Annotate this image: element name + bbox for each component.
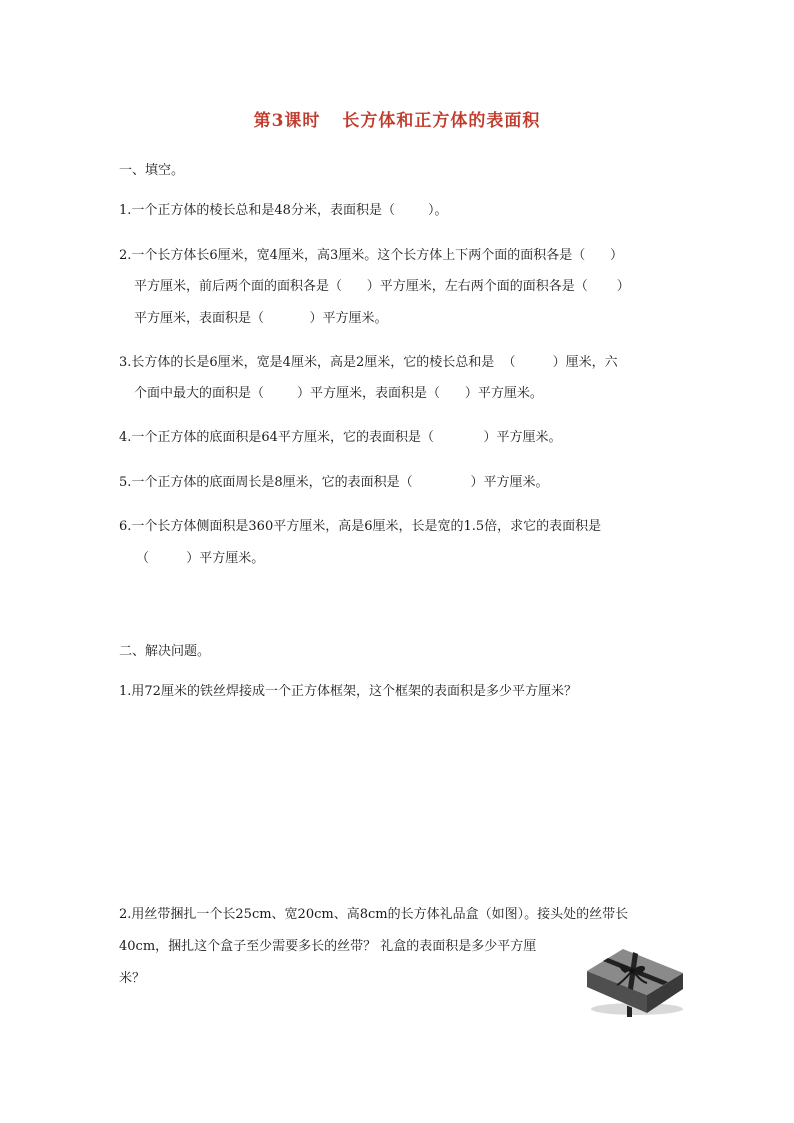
question-5: 5.一个正方体的底面周长是8厘米，它的表面积是（ ）平方厘米。 — [119, 475, 549, 490]
question-6-line-1: 6.一个长方体侧面积是360平方厘米，高是6厘米，长是宽的1.5倍，求它的表面积是 — [119, 519, 602, 534]
lesson-label: 第3课时 — [253, 111, 321, 131]
question-3-line-1: 3.长方体的长是6厘米，宽是4厘米，高是2厘米，它的棱长总和是 （ ）厘米，六 — [119, 355, 618, 370]
section-heading-fill: 一、填空。 — [119, 163, 185, 178]
lesson-topic: 长方体和正方体的表面积 — [342, 111, 541, 131]
question-2-line-2: 平方厘米，前后两个面的面积各是（ ）平方厘米，左右两个面的面积各是（ ） — [134, 279, 630, 294]
problem-2-line-3: 米？ — [119, 971, 146, 986]
problem-2-line-1: 2.用丝带捆扎一个长25cm、宽20cm、高8cm的长方体礼品盒（如图）。接头处的丝带长 — [119, 907, 629, 922]
question-2-line-3: 平方厘米，表面积是（ ）平方厘米。 — [134, 311, 388, 326]
question-6-line-2: （ ）平方厘米。 — [136, 551, 265, 566]
gift-box-icon — [581, 937, 687, 1017]
question-2-line-1: 2.一个长方体长6厘米，宽4厘米，高3厘米。这个长方体上下两个面的面积各是（ ） — [119, 248, 624, 263]
page-title — [0, 106, 794, 131]
problem-2-line-2: 40cm，捆扎这个盒子至少需要多长的丝带？ 礼盒的表面积是多少平方厘 — [119, 939, 537, 954]
problem-1: 1.用72厘米的铁丝焊接成一个正方体框架，这个框架的表面积是多少平方厘米？ — [119, 684, 577, 699]
question-4: 4.一个正方体的底面积是64平方厘米，它的表面积是（ ）平方厘米。 — [119, 430, 562, 445]
section-heading-solve: 二、解决问题。 — [119, 644, 211, 659]
question-3-line-2: 个面中最大的面积是（ ）平方厘米，表面积是（ ）平方厘米。 — [134, 386, 543, 401]
question-1: 1.一个正方体的棱长总和是48分米，表面积是（ ）。 — [119, 203, 448, 218]
